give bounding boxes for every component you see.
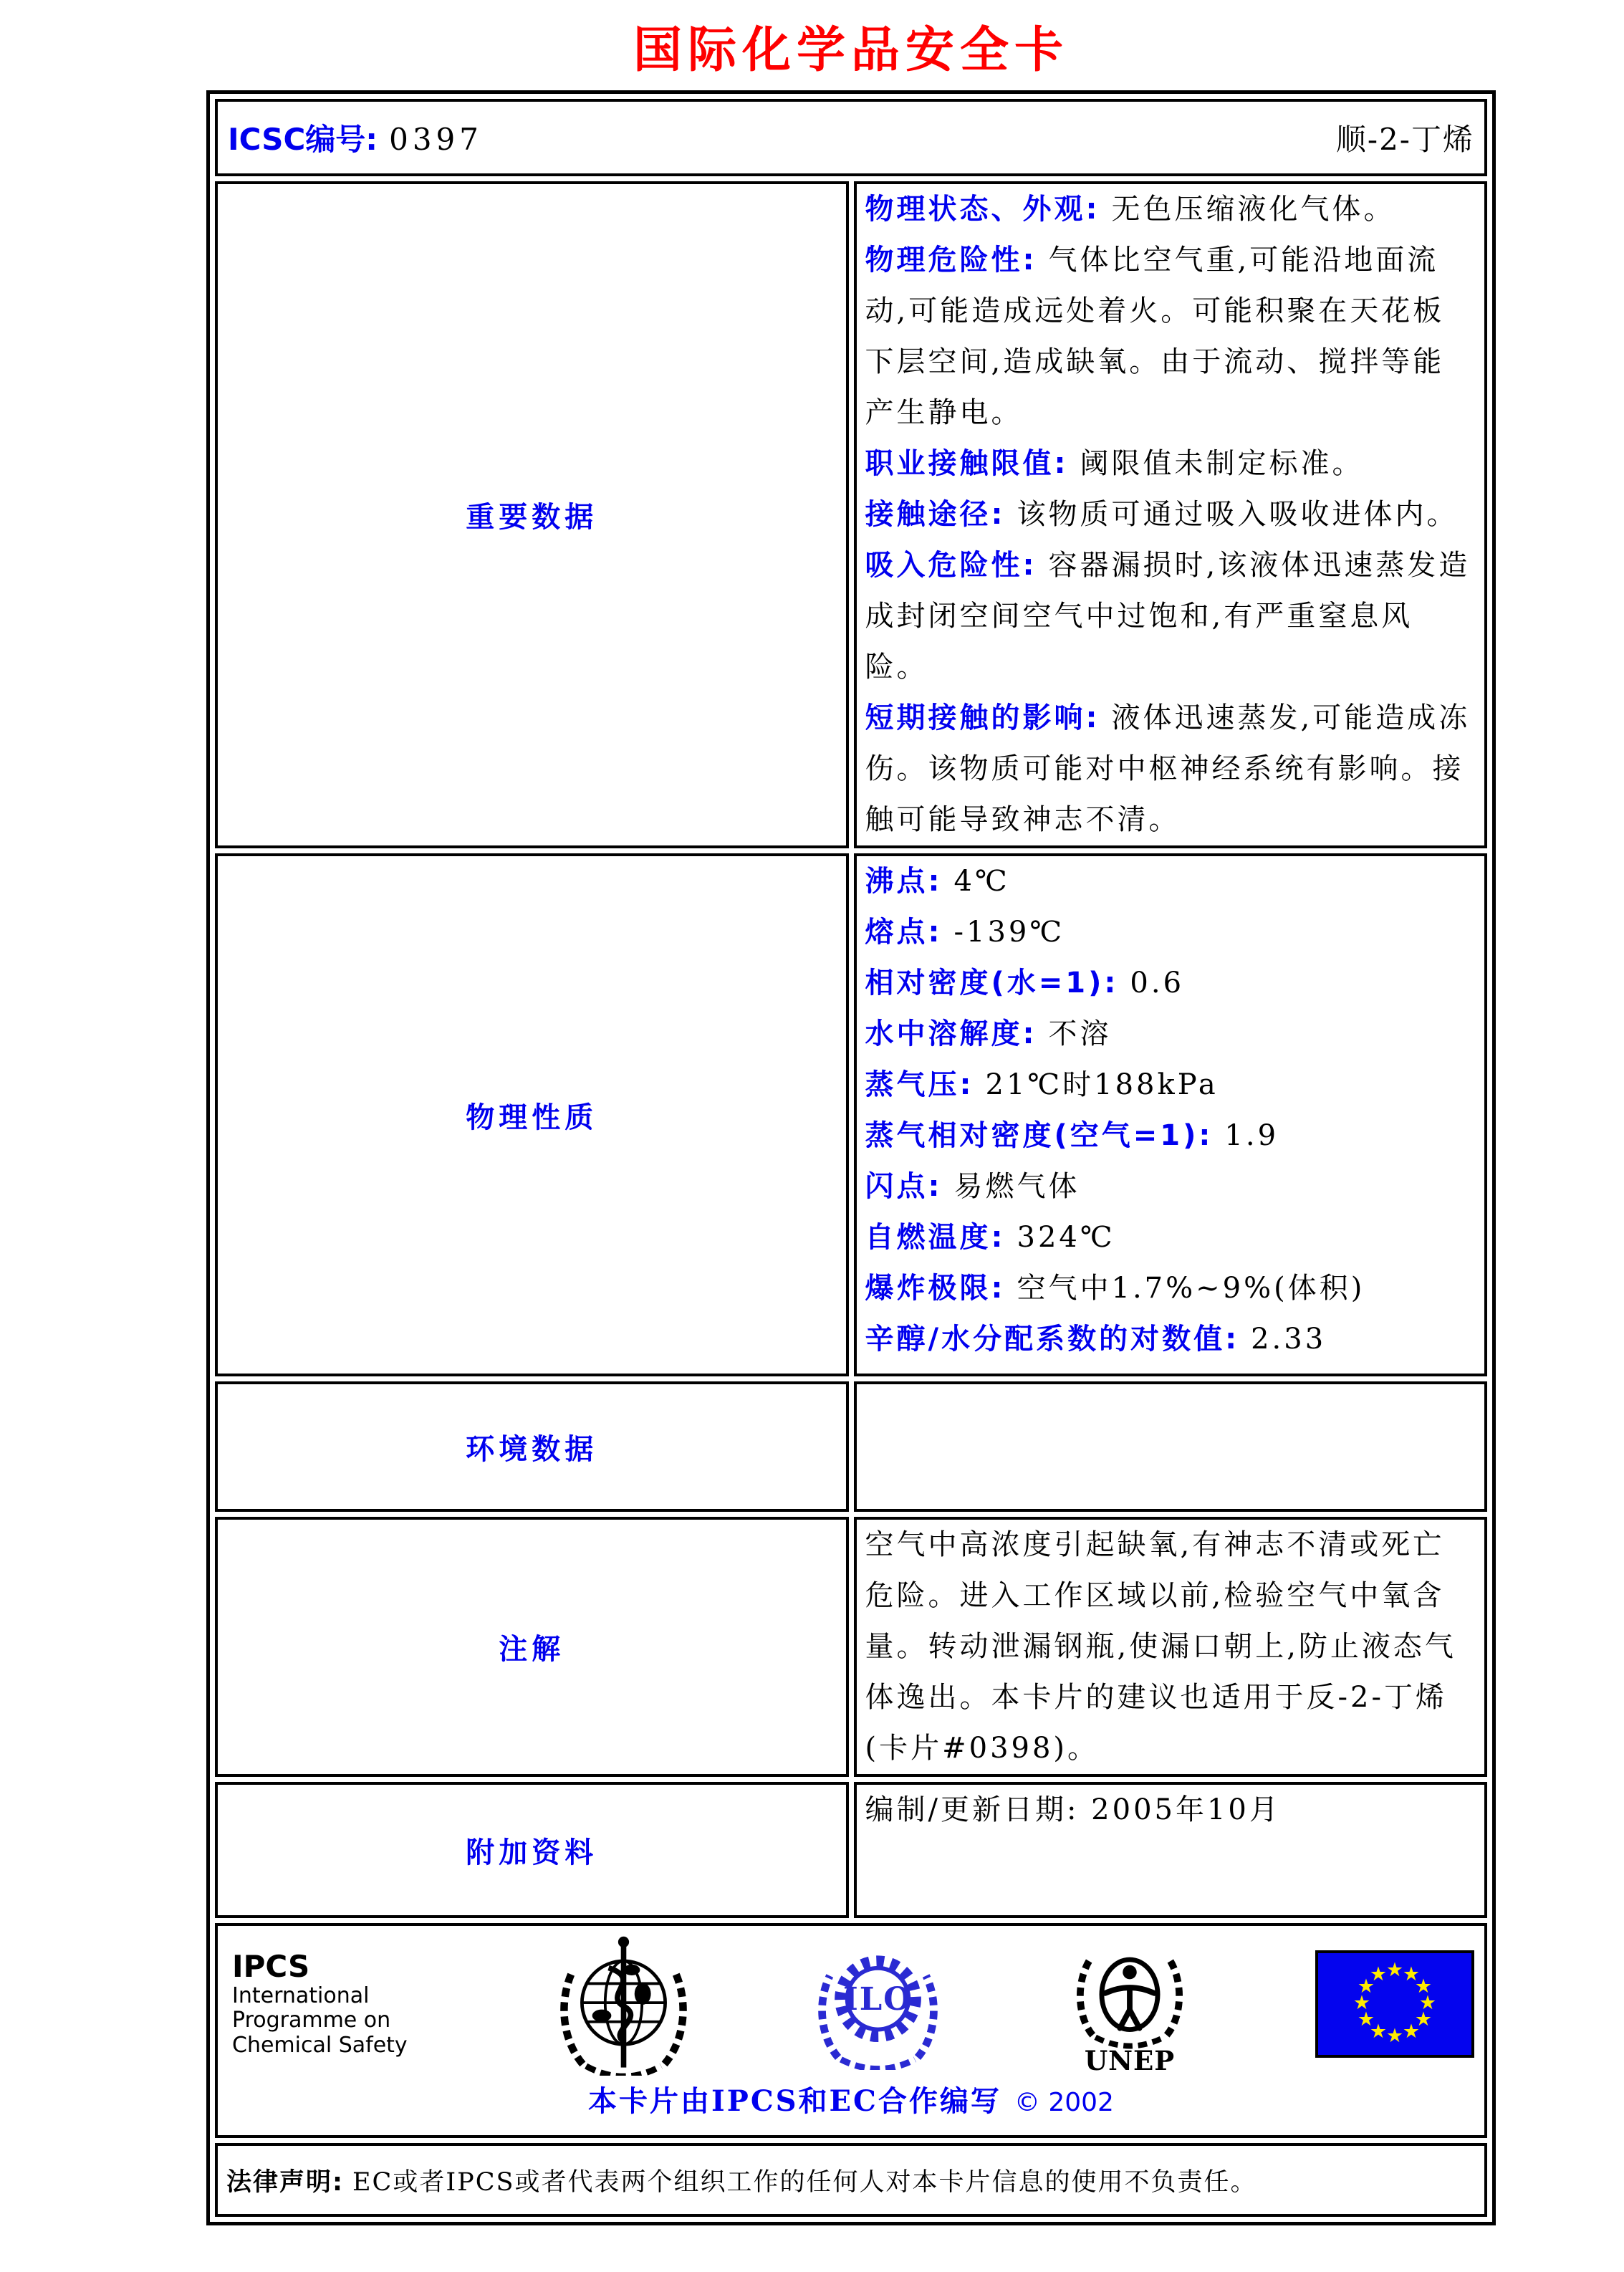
property-value: 该物质可通过吸入吸收进体内。 (1017, 498, 1459, 531)
property-value: 液体迅速蒸发,可能造成冻伤。该物质可能对中枢神经系统有影响。接触可能导致神志不清。 (865, 701, 1471, 836)
ipcs-full-name-line: Programme on (232, 2008, 391, 2033)
property-line (865, 1263, 1476, 1314)
property-line (865, 693, 1476, 845)
property-line (865, 489, 1476, 540)
eu-flag-icon (1315, 1950, 1474, 2058)
property-label: 爆炸极限: (865, 1272, 1006, 1305)
property-label: 闪点: (865, 1170, 943, 1203)
property-line (865, 1111, 1476, 1161)
logos-row (215, 1923, 1487, 2138)
unep-logo-text: UNEP (1084, 2045, 1175, 2077)
icsc-number-label: ICSC编号: (228, 122, 378, 157)
property-value: 容器漏损时,该液体迅速蒸发造成封闭空间空气中过饱和,有严重窒息风险。 (865, 549, 1471, 684)
property-label: 短期接触的影响: (865, 701, 1100, 734)
property-line (865, 1212, 1476, 1263)
svg-text:★: ★ (1418, 1991, 1437, 2014)
svg-text:★: ★ (1357, 1975, 1375, 1998)
property-label: 沸点: (865, 865, 943, 898)
property-value: 324℃ (1017, 1221, 1115, 1254)
property-value: 1.9 (1224, 1119, 1279, 1152)
section-label-notes: 注解 (215, 1517, 849, 1777)
property-line (865, 856, 1476, 907)
copyright-text: © 2002 (1014, 2088, 1114, 2117)
important-data-row (215, 181, 1487, 848)
who-emblem-icon (554, 1932, 693, 2076)
svg-text:★: ★ (1402, 2020, 1421, 2043)
svg-text:★: ★ (1369, 1962, 1388, 1985)
property-line (865, 1009, 1476, 1060)
environmental-data-content (854, 1381, 1488, 1512)
section-label-physical-properties: 物理性质 (215, 853, 849, 1376)
update-date-line: 编制/更新日期: 2005年10月 (865, 1793, 1281, 1826)
ipcs-full-name-line: Chemical Safety (232, 2032, 408, 2058)
icsc-number-group (228, 116, 483, 159)
header-row (215, 99, 1487, 176)
section-label-additional-info: 附加资料 (215, 1782, 849, 1918)
property-label: 吸入危险性: (865, 549, 1037, 582)
property-value: 易燃气体 (953, 1170, 1080, 1203)
environmental-data-row (215, 1381, 1487, 1512)
ipcs-text-block (228, 1950, 436, 2058)
property-label: 物理危险性: (865, 244, 1037, 277)
unep-logo-icon (1062, 1930, 1198, 2077)
property-value: 气体比空气重,可能沿地面流动,可能造成远处着火。可能积聚在天花板下层空间,造成缺氧。由于流动、搅拌等能产生静电。 (865, 244, 1445, 429)
physical-properties-row (215, 853, 1487, 1376)
header-cell (215, 99, 1487, 176)
property-line (865, 1060, 1476, 1111)
property-value: -139℃ (953, 916, 1065, 949)
svg-text:★: ★ (1385, 2024, 1404, 2047)
property-line (865, 958, 1476, 1009)
svg-text:★: ★ (1414, 2008, 1433, 2031)
section-label-environmental-data: 环境数据 (215, 1381, 849, 1512)
property-label: 熔点: (865, 916, 943, 949)
icsc-number-value: 0397 (389, 122, 483, 157)
notes-text: 空气中高浓度引起缺氧,有神志不清或死亡危险。进入工作区域以前,检验空气中氧含量。转动泄漏钢瓶,使漏口朝上,防止液态气体逸出。本卡片的建议也适用于反-2-丁烯(卡片#0398)。 (865, 1528, 1456, 1765)
legal-row (215, 2143, 1487, 2217)
property-label: 职业接触限值: (865, 447, 1069, 480)
property-label: 水中溶解度: (865, 1017, 1037, 1050)
additional-info-content (854, 1782, 1488, 1918)
property-value: 不溶 (1048, 1017, 1112, 1050)
property-label: 相对密度(水=1): (865, 967, 1119, 1000)
svg-text:★: ★ (1352, 1991, 1371, 2014)
page-title: 国际化学品安全卡 (633, 21, 1069, 79)
property-value: 2.33 (1251, 1323, 1327, 1356)
important-data-content (854, 181, 1488, 848)
ipcs-acronym: IPCS (232, 1948, 310, 1984)
notes-row (215, 1517, 1487, 1777)
property-value: 空气中1.7%~9%(体积) (1017, 1272, 1365, 1305)
ilo-logo-icon (812, 1937, 944, 2070)
chemical-name: 顺-2-丁烯 (1335, 122, 1474, 157)
icsc-card-table (206, 90, 1496, 2225)
ilo-logo-text: ILO (842, 1980, 913, 2018)
property-value: 无色压缩液化气体。 (1111, 193, 1395, 226)
property-line (865, 438, 1476, 489)
property-label: 物理状态、外观: (865, 193, 1100, 226)
additional-info-row (215, 1782, 1487, 1918)
property-line (865, 540, 1476, 693)
logos-cell (215, 1923, 1487, 2138)
physical-properties-content (854, 853, 1488, 1376)
section-label-important-data: 重要数据 (215, 181, 849, 848)
property-line (865, 1161, 1476, 1212)
property-label: 自燃温度: (865, 1221, 1006, 1254)
property-line (865, 1314, 1476, 1365)
property-label: 辛醇/水分配系数的对数值: (865, 1323, 1240, 1356)
legal-label: 法律声明: (226, 2167, 344, 2197)
credit-text: 本卡片由IPCS和EC合作编写 (588, 2084, 1001, 2118)
property-line (865, 184, 1476, 235)
notes-content (854, 1517, 1488, 1777)
legal-cell (215, 2143, 1487, 2217)
property-label: 蒸气压: (865, 1068, 974, 1101)
svg-text:★: ★ (1369, 2020, 1388, 2043)
property-line (865, 235, 1476, 438)
svg-text:★: ★ (1414, 1975, 1433, 1998)
property-value: 0.6 (1130, 967, 1185, 1000)
property-line (865, 907, 1476, 958)
legal-text: EC或者IPCS或者代表两个组织工作的任何人对本卡片信息的使用不负责任。 (352, 2167, 1257, 2197)
svg-text:★: ★ (1357, 2008, 1375, 2031)
svg-text:★: ★ (1385, 1958, 1404, 1981)
property-value: 阈限值未制定标准。 (1080, 447, 1364, 480)
property-label: 接触途径: (865, 498, 1006, 531)
credit-line (225, 2079, 1477, 2119)
property-label: 蒸气相对密度(空气=1): (865, 1119, 1214, 1152)
ipcs-full-name-line: International (232, 1983, 370, 2008)
property-value: 21℃时188kPa (985, 1068, 1219, 1101)
property-value: 4℃ (953, 865, 1010, 898)
svg-text:★: ★ (1402, 1962, 1421, 1985)
